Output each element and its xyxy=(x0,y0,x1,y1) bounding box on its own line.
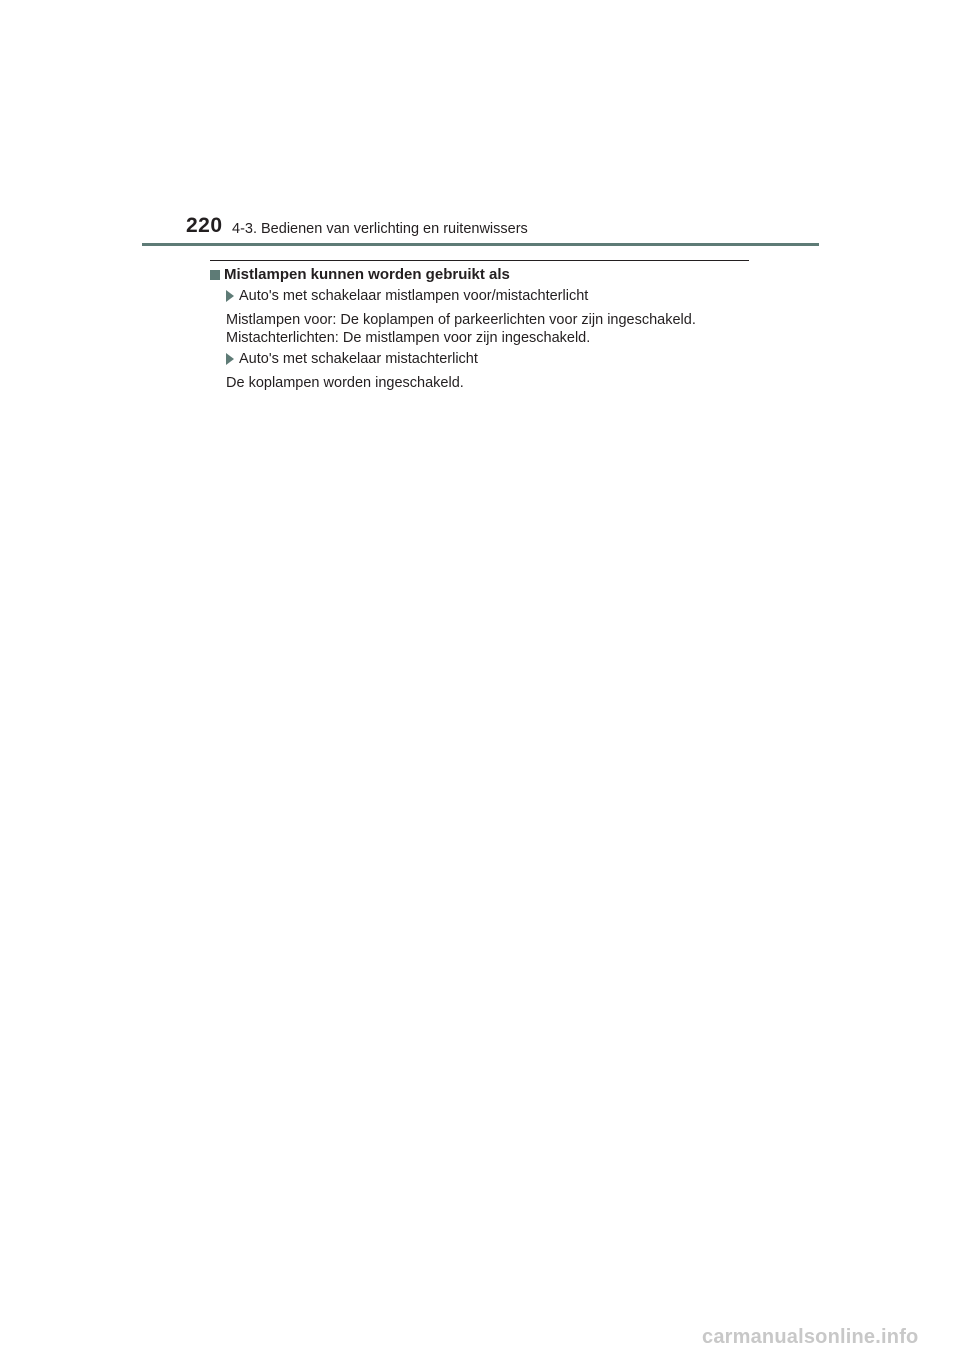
triangle-bullet-icon xyxy=(226,290,234,302)
bullet-item-2 xyxy=(226,351,478,367)
bullet-item-1 xyxy=(226,288,588,304)
page-number: 220 xyxy=(186,214,223,237)
content-heading xyxy=(210,266,510,283)
body-text-1b: Mistachterlichten: De mistlampen voor zijn ingeschakeld. xyxy=(226,330,591,346)
watermark: carmanualsonline.info xyxy=(702,1326,919,1348)
body-text-1a: Mistlampen voor: De koplampen of parkeerlichten voor zijn ingeschakeld. xyxy=(226,312,696,328)
square-bullet-icon xyxy=(210,270,220,280)
triangle-bullet-icon xyxy=(226,353,234,365)
bullet-text-2: Auto's met schakelaar mistachterlicht xyxy=(239,351,478,367)
heading-text: Mistlampen kunnen worden gebruikt als xyxy=(224,266,510,283)
header-rule xyxy=(142,243,819,246)
body-text-2: De koplampen worden ingeschakeld. xyxy=(226,375,464,391)
bullet-text-1: Auto's met schakelaar mistlampen voor/mistachterlicht xyxy=(239,288,589,304)
block-divider xyxy=(210,260,749,261)
section-title: 4-3. Bedienen van verlichting en ruitenwissers xyxy=(232,221,528,237)
